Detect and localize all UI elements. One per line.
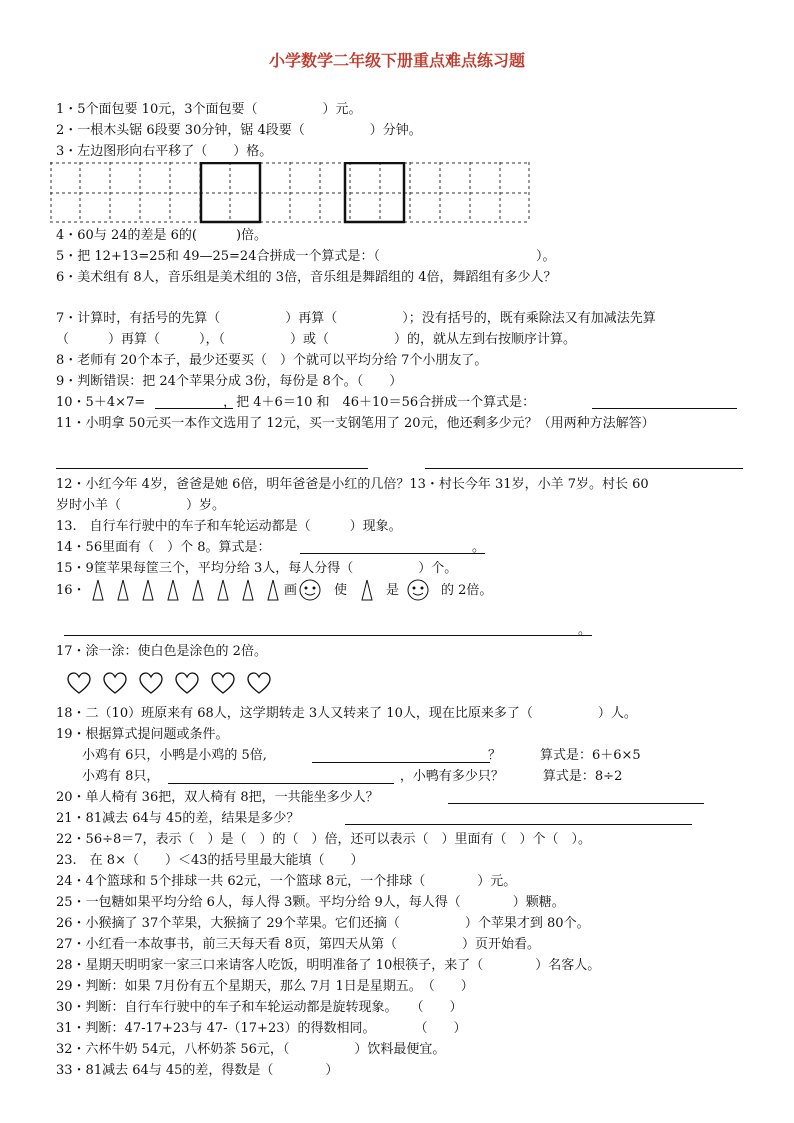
translation-grid-figure [50,162,530,222]
heart-icon [176,673,198,693]
question-7-line-2: （ ）再算（ ），（ ）或（ ）的，就从左到右按顺序计算。 [56,332,577,347]
question-21: 21・81减去 64与 45的差，结果是多少？ [56,811,300,826]
answer-line-11b[interactable] [425,468,743,469]
question-16-suffix: 的 2倍。 [441,583,493,598]
triangle-icon [168,580,178,600]
heart-icon [212,673,234,693]
page-title: 小学数学二年级下册重点难点练习题 [268,51,525,70]
question-13: 13. 自行车行驶中的车子和车轮运动都是（ ）现象。 [56,519,402,534]
question-12-line-2: 岁时小羊（ ）岁。 [56,498,226,513]
question-12-line-1: 12・小红今年 4岁，爸爸是她 6倍，明年爸爸是小红的几倍？13・村长今年 31岁，小羊 7岁。村长 60 [56,477,649,492]
answer-line-10a[interactable] [155,408,233,409]
triangle-icon [268,580,278,600]
triangle-icon [362,580,372,600]
question-17: 17・涂一涂：使白色是涂色的 2倍。 [56,644,267,659]
answer-line-16[interactable] [64,635,592,636]
is-label: 是 [386,583,400,598]
question-2: 2・一根木头锯 6段要 30分钟，锯 4段要（ ）分钟。 [56,123,422,138]
question-16-number: 16・ [56,583,86,598]
question-7-line-1: 7・计算时，有括号的先算（ ）再算（ ）；没有括号的，既有乘除法又有加减法先算 [56,311,656,326]
triangle-icon [93,580,103,600]
question-26: 26・小猴摘了 37个苹果，大猴摘了 29个苹果。它们还摘（ ）个苹果才到 80个。 [56,916,590,931]
question-5: 5・把 12+13=25和 49—25=24合拼成一个算式是：（ ）。 [56,249,556,264]
answer-line-10b[interactable] [592,408,737,409]
question-25: 25・一包糖如果平均分给 6人，每人得 3颗。平均分给 9人，每人得（ ）颗糖。 [56,895,565,910]
question-14: 14・56里面有（ ）个 8。算式是： 。 [56,540,485,555]
answer-line-11a[interactable] [56,468,368,469]
question-1: 1・5个面包要 10元，3个面包要（ ）元。 [56,102,362,117]
triangle-icon [243,580,253,600]
question-6: 6・美术组有 8人，音乐组是美术组的 3倍，音乐组是舞蹈组的 4倍，舞蹈组有多少人？ [56,270,557,285]
triangle-icon [218,580,228,600]
question-32: 32・六杯牛奶 54元，八杯奶茶 56元，（ ）饮料最便宜。 [56,1042,446,1057]
question-16 [56,578,616,600]
question-22: 22・56÷8＝7，表示（ ）是（ ）的（ ）倍，还可以表示（ ）里面有（ ）个（ ）。 [56,832,592,847]
question-33: 33・81减去 64与 45的差，得数是（ ） [56,1063,339,1078]
answer-line-20[interactable] [448,803,704,804]
smiley-icon [300,580,320,600]
question-9: 9・判断错误：把 24个苹果分成 3份，每份是 8个。（ ） [56,374,403,389]
question-8: 8・老师有 20个本子，最少还要买（ ）个就可以平均分给 7个小朋友了。 [56,353,488,368]
question-29: 29・判断：如果 7月份有五个星期天，那么 7月 1日是星期五。 （ ） [56,979,474,994]
question-19: 19・根据算式提问题或条件。 [56,727,229,742]
question-30: 30・判断：自行车行驶中的车子和车轮运动都是旋转现象。 （ ） [56,1000,463,1015]
answer-line-14[interactable] [300,553,485,554]
question-28: 28・星期天明明家一家三口来请客人吃饭，明明准备了 10根筷子，来了（ ）名客人。 [56,958,601,973]
question-3: 3・左边图形向右平移了（ ）格。 [56,144,273,159]
heart-icon [68,673,90,693]
hearts-row[interactable] [66,672,296,696]
triangle-icon [118,580,128,600]
question-18: 18・二（10）班原来有 68人，这学期转走 3人又转来了 10人，现在比原来多了（ ）人。 [56,706,637,721]
answer-line-16-period: 。 [578,623,592,638]
heart-icon [248,673,270,693]
question-11: 11・小明拿 50元买一本作文选用了 12元，买一支钢笔用了 20元，他还剩多少元？（用两种方法解答） [56,416,655,431]
heart-icon [104,673,126,693]
question-24: 24・4个篮球和 5个排球一共 62元，一个篮球 8元，一个排球（ ）元。 [56,874,517,889]
triangle-icon [193,580,203,600]
answer-line-19a[interactable] [312,762,490,763]
question-4: 4・60与 24的差是 6的( )倍。 [56,228,268,243]
smiley-icon [408,580,428,600]
make-label: 使 [334,583,348,598]
question-10: 10・5＋4×7= ，把 4＋6＝10 和 46＋10＝56合拼成一个算式是： [56,395,536,410]
question-31: 31・判断：47-17+23与 47-（17+23）的得数相同。 （ ） [56,1021,467,1036]
question-23: 23. 在 8×（ ）＜43的括号里最大能填（ ） [56,853,364,868]
question-19b: 小鸡有 8只， ，小鸭有多少只？ 算式是：8÷2 [82,769,623,784]
draw-label: 画 [284,583,298,598]
question-19a: 小鸡有 6只，小鸭是小鸡的 5倍, ？ 算式是：6＋6×5 [82,748,641,763]
question-15: 15・9筐苹果每筐三个，平均分给 3人，每人分得（ ）个。 [56,561,458,576]
triangle-icon [143,580,153,600]
question-20: 20・单人椅有 36把，双人椅有 8把，一共能坐多少人？ [56,790,379,805]
question-27: 27・小红看一本故事书，前三天每天看 8页，第四天从第（ ）页开始看。 [56,937,540,952]
answer-line-21[interactable] [345,824,692,825]
answer-line-19b[interactable] [168,783,394,784]
heart-icon [140,673,162,693]
